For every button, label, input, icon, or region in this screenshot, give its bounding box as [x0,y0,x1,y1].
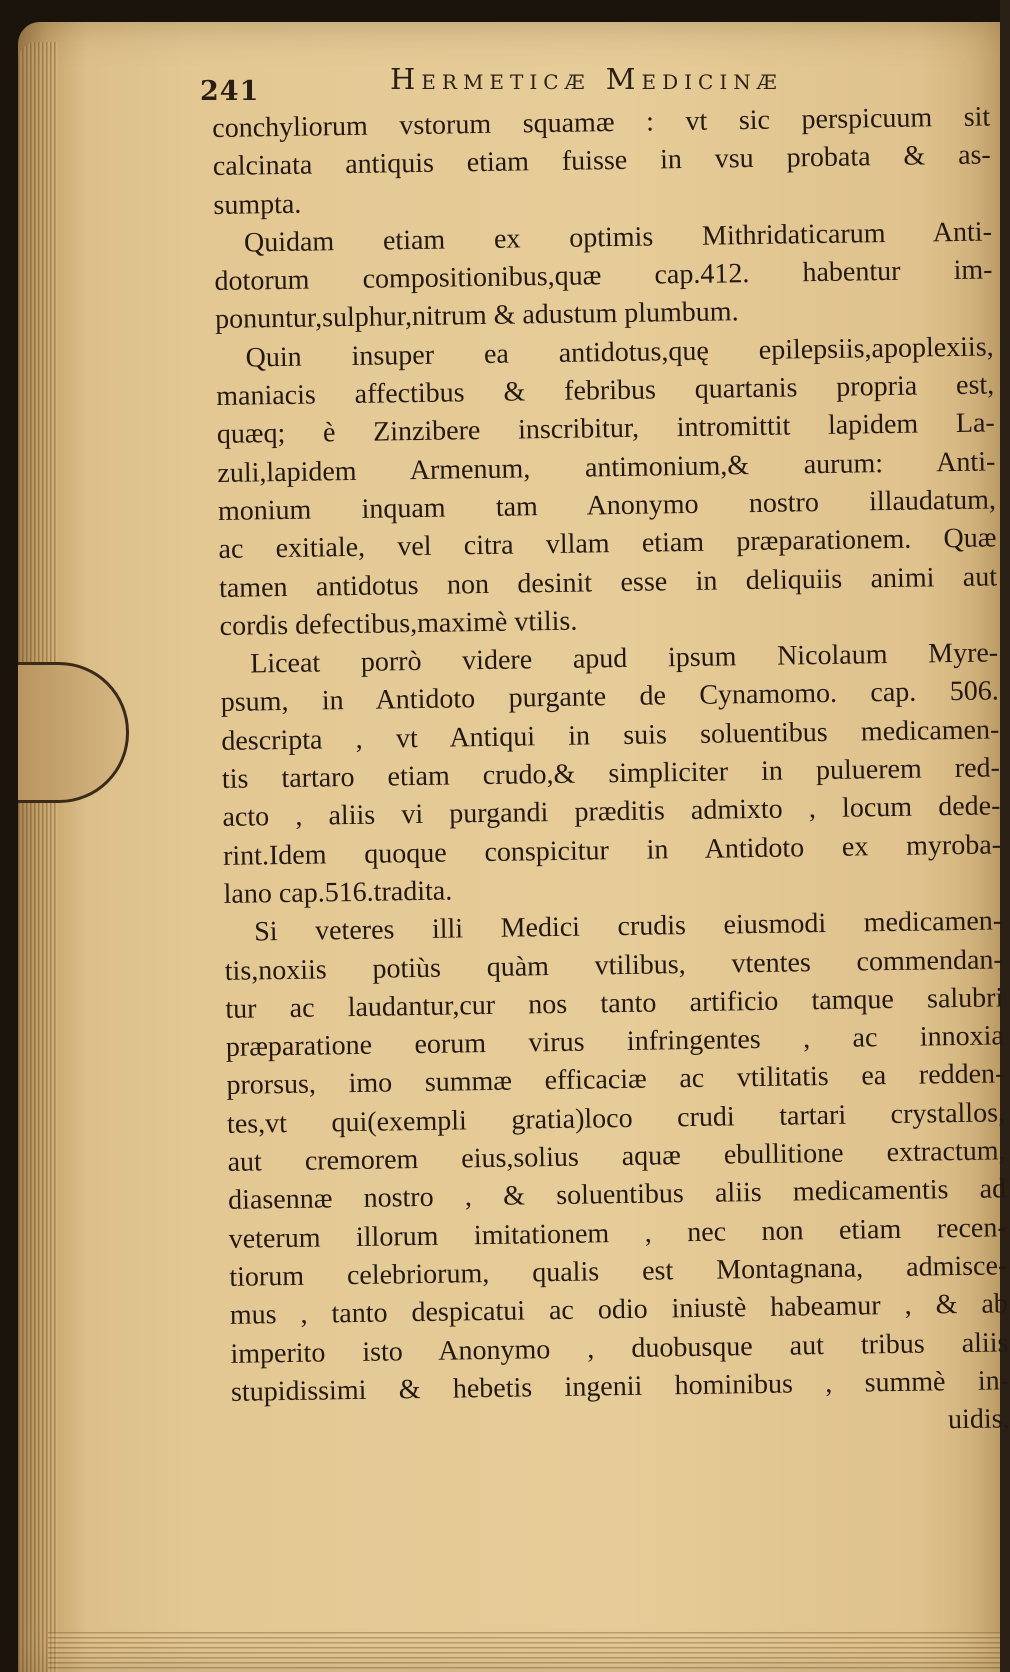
text-line: imperito isto Anonymo , duobusque aut tribus aliis [230,1326,1009,1370]
text-line: cordis defectibus,maximè vtilis. [219,605,578,642]
text-line: veterum illorum imitationem , nec non etiam recen- [228,1211,1007,1255]
text-line: lano cap.516.tradita. [223,875,453,910]
text-line: tur ac laudantur,cur nos tanto artificio tamque salubri [225,982,1004,1025]
text-line: Liceat porrò videre apud ipsum Nicolaum Myre- [249,637,999,680]
text-line: conchyliorum vstorum squamæ : vt sic perspicuum sit [212,101,991,144]
page-number: 241 [200,76,260,107]
text-line: zuli,lapidem Armenum, antimonium,& aurum: Anti- [217,446,996,489]
text-line: uidis, [947,1403,1010,1436]
book-clasp [18,662,129,803]
text-line: sumpta. [213,188,302,221]
text-line: Quidam etiam ex optimis Mithridaticarum Anti- [243,216,993,259]
body-text [212,98,1010,1450]
text-line: monium inquam tam Anonymo nostro illaudatum, [217,484,997,527]
page-edges-bottom [48,1632,1000,1672]
text-line: calcinata antiquis etiam fuisse in vsu probata & as- [212,139,991,183]
text-line: Si veteres illi Medici crudis eiusmodi medicamen- [253,905,1003,948]
text-line: tamen antidotus non desinit esse in deliquiis animi aut [218,560,998,604]
text-line: aut cremorem eius,solius aquæ ebullitione extractum, [227,1135,1006,1178]
text-line: acto , aliis vi purgandi præditis admixto , locum dede- [222,790,1001,834]
running-head: Hermeticæ Medicinæ [390,62,783,96]
text-line: tis,noxiis potiùs quàm vtilibus, vtentes commendan- [224,943,1003,987]
text-line: tes,vt qui(exempli gratia)loco crudi tartari crystallos, [226,1097,1006,1140]
text-line: rint.Idem quoque conspicitur in Antidoto ex myroba- [222,829,1002,872]
text-line: maniacis affectibus & febribus quartanis propria est, [216,369,995,413]
text-line: præparatione eorum virus infringentes , ac innoxia [225,1020,1005,1064]
text-line: ac exitiale, vel citra vllam etiam præparationem. Quæ [218,522,997,566]
text-line: descripta , vt Antiqui in suis soluentibus medicamen- [221,714,1000,757]
text-line: quæq; è Zinzibere inscribitur, intromittit lapidem La- [216,407,995,451]
text-line: tiorum celebriorum, qualis est Montagnana, admisce- [229,1250,1008,1293]
page-edges-left [18,42,58,1672]
text-line: dotorum compositionibus,quæ cap.412. habentur im- [214,254,993,298]
page-header [200,58,960,107]
text-line: prorsus, imo summæ efficaciæ ac vtilitatis ea redden- [226,1058,1005,1102]
text-line: ponuntur,sulphur,nitrum & adustum plumbum. [214,296,739,336]
text-line: psum, in Antidoto purgante de Cynamomo. cap. 506. [220,675,999,719]
text-line: mus , tanto despicatui ac odio iniustè habeamur , & ab [229,1288,1009,1332]
text-line: stupidissimi & hebetis ingenii hominibus , summè in- [230,1365,1010,1408]
text-line: diasennæ nostro , & soluentibus aliis medicamentis ad [227,1173,1007,1217]
text-line: Quin insuper ea antidotus,quę epilepsiis,apoplexiis, [245,331,994,374]
text-line: tis tartaro etiam crudo,& simpliciter in puluerem red- [221,752,1001,795]
